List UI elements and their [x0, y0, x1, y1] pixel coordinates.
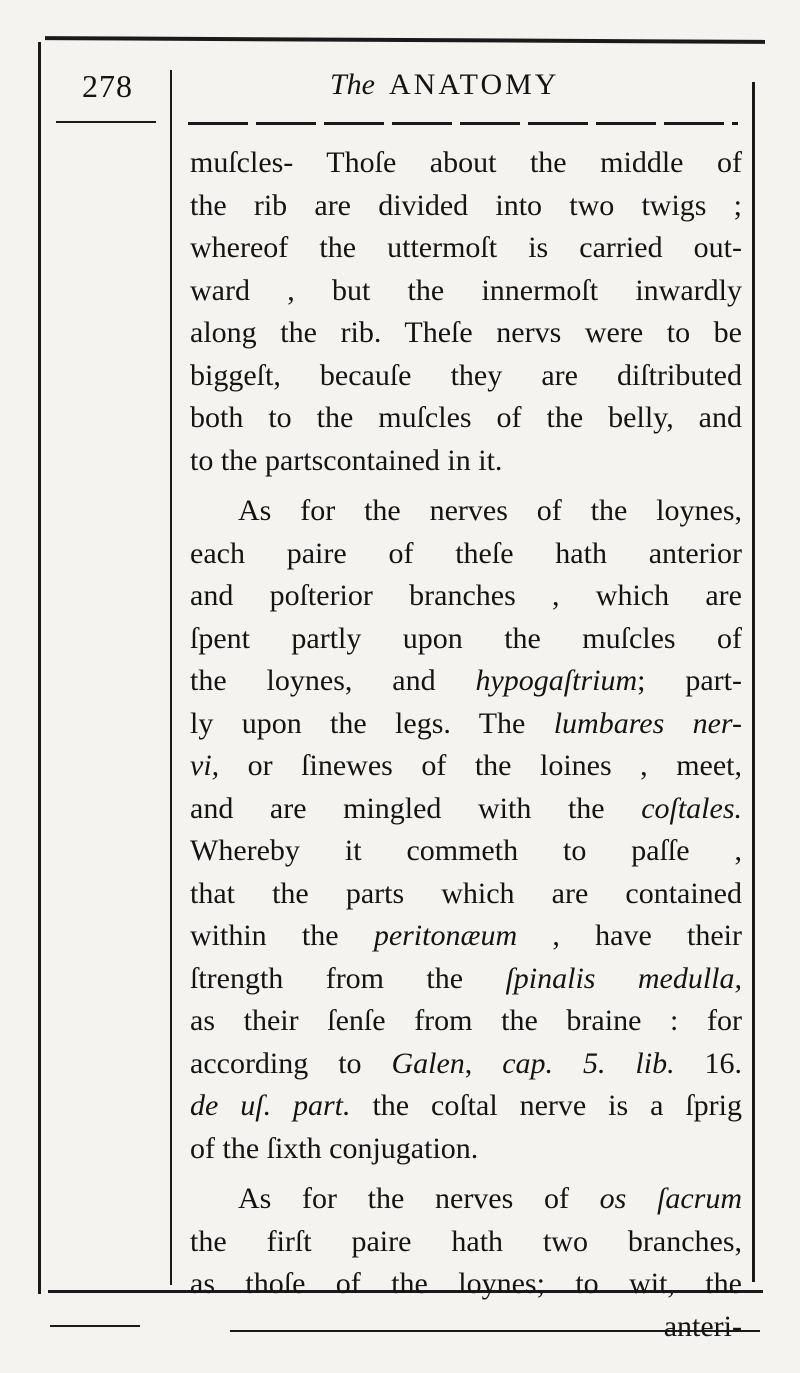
bottom-margin-rule [50, 1325, 140, 1327]
text-segment: or ſinewes of the loines , meet, [219, 749, 742, 782]
paragraph-gap [190, 482, 742, 490]
running-head-prefix: The [330, 68, 375, 101]
body-text [190, 142, 742, 1348]
text-segment: as their ſenſe from the braine : for [190, 1004, 742, 1037]
text-segment: to the partscontained in it. [190, 443, 503, 477]
header-dash-rule [188, 122, 738, 125]
text-line [190, 355, 742, 398]
text-segment: each paire of theſe hath anterior [190, 536, 742, 570]
text-segment: the coſtal nerve is a ſprig [350, 1089, 742, 1122]
running-head-title: ANATOMY [389, 68, 560, 101]
text-line [190, 533, 742, 576]
text-line [190, 270, 742, 313]
text-line [190, 958, 742, 1001]
margin-divider-rule [170, 70, 172, 1285]
left-frame-rule [38, 42, 41, 1294]
text-segment: , have their [517, 919, 742, 952]
text-line [190, 873, 742, 916]
text-segment: ; part- [637, 664, 742, 697]
text-line [190, 142, 742, 185]
italic-text: lumbares ner- [553, 706, 742, 740]
top-frame-rule [45, 36, 765, 44]
text-segment: ly upon the legs. The [190, 706, 554, 740]
text-segment: of the ſixth conjugation. [190, 1131, 479, 1165]
text-line [190, 185, 742, 228]
text-segment: and are mingled with the [190, 791, 642, 825]
italic-text: de uſ. part. [190, 1089, 351, 1122]
text-segment: that the parts which are contained [190, 876, 742, 910]
text-segment: ward , but the innermoſt inwardly [190, 273, 742, 307]
italic-text: vi, [190, 749, 220, 782]
text-line [190, 1128, 742, 1171]
text-line [190, 1263, 742, 1306]
text-segment: as thoſe of the loynes; to wit, the [190, 1267, 742, 1300]
text-line [190, 660, 742, 703]
italic-text: peritonæum [373, 919, 518, 952]
text-line [190, 703, 742, 746]
running-head [330, 68, 559, 102]
text-segment: along the rib. Theſe nervs were to be [190, 316, 742, 349]
text-segment: , [464, 1046, 503, 1080]
text-segment: ſtrength from the [190, 961, 506, 995]
text-segment: muſcles- Thoſe about the middle of [190, 146, 742, 179]
text-line [190, 745, 742, 788]
text-line [190, 830, 742, 873]
italic-text: cap. 5. lib. [502, 1046, 675, 1080]
text-segment: whereof the uttermoſt is carried out- [190, 231, 742, 264]
text-segment: the loynes, and [190, 664, 476, 697]
text-line [190, 575, 742, 618]
text-line [190, 788, 742, 831]
page-number: 278 [82, 68, 133, 104]
text-line [190, 1178, 742, 1221]
text-line [190, 440, 742, 483]
text-line [190, 1221, 742, 1264]
text-line [190, 618, 742, 661]
text-segment: anteri- [663, 1309, 742, 1343]
text-segment: As for the nerves of the loynes, [238, 494, 742, 527]
italic-text: ſpinalis medulla, [505, 961, 742, 995]
text-line [190, 490, 742, 533]
text-line [190, 915, 742, 958]
text-line [190, 1000, 742, 1043]
italic-text: hypogaſtrium [475, 664, 638, 697]
text-segment: 16. [674, 1046, 743, 1080]
text-line [190, 397, 742, 440]
italic-text: coſtales. [641, 791, 742, 825]
text-segment: biggeſt, becauſe they are diſtributed [190, 358, 742, 392]
text-line [190, 1043, 742, 1086]
text-segment: the firſt paire hath two branches, [190, 1224, 742, 1258]
right-frame-rule [752, 82, 755, 1282]
text-line [190, 227, 742, 270]
text-segment: ſpent partly upon the muſcles of [190, 621, 742, 655]
text-segment: both to the muſcles of the belly, and [190, 401, 742, 434]
italic-text: os ſacrum [599, 1182, 742, 1215]
text-segment: As for the nerves of [238, 1182, 600, 1215]
text-segment: and poſterior branches , which are [190, 579, 742, 612]
text-segment: within the [190, 919, 374, 952]
text-segment: according to [190, 1046, 392, 1080]
margin-head-rule [56, 121, 156, 123]
text-line [190, 1085, 742, 1128]
text-line [190, 1306, 742, 1349]
text-segment: the rib are divided into two twigs ; [190, 188, 742, 222]
paragraph-gap [190, 1170, 742, 1178]
text-segment: Whereby it commeth to paſſe , [190, 834, 742, 867]
italic-text: Galen [391, 1046, 465, 1080]
text-line [190, 312, 742, 355]
